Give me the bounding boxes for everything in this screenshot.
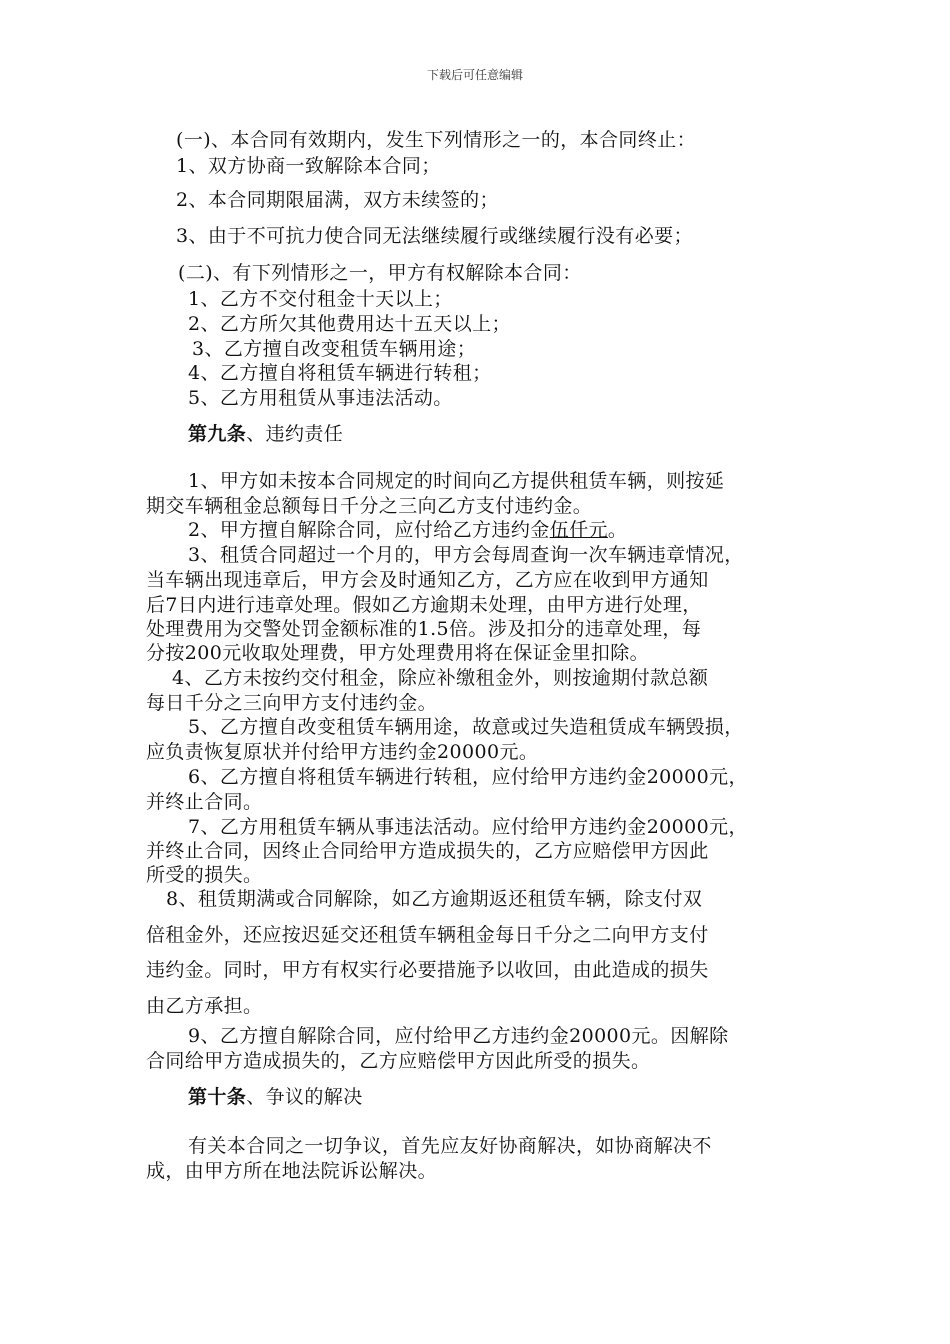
paragraph-line: 8、租赁期满或合同解除，如乙方逾期返还租赁车辆，除支付双 — [166, 888, 703, 910]
paragraph-line: 应负责恢复原状并付给甲方违约金20000元。 — [146, 741, 539, 763]
paragraph-line: 4、乙方未按约交付租金，除应补缴租金外，则按逾期付款总额 — [172, 667, 709, 689]
paragraph-line: 后7日内进行违章处理。假如乙方逾期未处理，由甲方进行处理， — [146, 594, 702, 616]
list-item: 4、乙方擅自将租赁车辆进行转租； — [188, 362, 492, 384]
article-10-heading — [188, 1085, 363, 1109]
penalty-text: 2、甲方擅自解除合同，应付给乙方违约金 — [188, 519, 550, 541]
list-item: 2、乙方所欠其他费用达十五天以上； — [188, 313, 511, 335]
list-item: 1、双方协商一致解除本合同； — [176, 155, 441, 177]
article-9-title: 、违约责任 — [246, 423, 344, 445]
paragraph-line: 所受的损失。 — [146, 864, 263, 886]
section-1-title: (一)、本合同有效期内，发生下列情形之一的，本合同终止： — [176, 129, 697, 151]
article-9-heading — [188, 422, 343, 446]
paragraph-line: 6、乙方擅自将租赁车辆进行转租，应付给甲方违约金20000元， — [188, 766, 748, 788]
paragraph-line: 倍租金外，还应按迟延交还租赁车辆租金每日千分之二向甲方支付 — [146, 924, 709, 946]
paragraph-line: 分按200元收取处理费，甲方处理费用将在保证金里扣除。 — [146, 642, 650, 664]
penalty-period: 。 — [607, 519, 628, 541]
paragraph-line: 5、乙方擅自改变租赁车辆用途，故意或过失造租赁成车辆毁损， — [188, 716, 744, 738]
list-item: 3、乙方擅自改变租赁车辆用途； — [192, 338, 477, 360]
list-item: 1、乙方不交付租金十天以上； — [188, 288, 453, 310]
paragraph-line: 3、租赁合同超过一个月的，甲方会每周查询一次车辆违章情况， — [188, 544, 744, 566]
paragraph-line: 并终止合同。 — [146, 791, 263, 813]
paragraph-line: 处理费用为交警处罚金额标准的1.5倍。涉及扣分的违章处理，每 — [146, 618, 702, 640]
penalty-amount: 伍仟元 — [549, 519, 608, 541]
list-item: 3、由于不可抗力使合同无法继续履行或继续履行没有必要； — [176, 225, 693, 247]
section-2-title: (二)、有下列情形之一，甲方有权解除本合同： — [178, 262, 582, 284]
paragraph-line: 当车辆出现违章后，甲方会及时通知乙方，乙方应在收到甲方通知 — [146, 569, 709, 591]
paragraph-line: 违约金。同时，甲方有权实行必要措施予以收回，由此造成的损失 — [146, 959, 709, 981]
list-item: 2、本合同期限届满，双方未续签的； — [176, 189, 499, 211]
article-9-number: 第九条 — [188, 423, 247, 445]
paragraph-line: 并终止合同，因终止合同给甲方造成损失的，乙方应赔偿甲方因此 — [146, 840, 709, 862]
paragraph-line — [188, 518, 627, 542]
paragraph-line: 成，由甲方所在地法院诉讼解决。 — [146, 1160, 438, 1182]
paragraph-line: 有关本合同之一切争议，首先应友好协商解决，如协商解决不 — [188, 1135, 712, 1157]
paragraph-line: 7、乙方用租赁车辆从事违法活动。应付给甲方违约金20000元， — [188, 816, 748, 838]
article-10-title: 、争议的解决 — [246, 1086, 363, 1108]
page-header: 下载后可任意编辑 — [426, 68, 523, 82]
paragraph-line: 每日千分之三向甲方支付违约金。 — [146, 692, 438, 714]
paragraph-line: 合同给甲方造成损失的，乙方应赔偿甲方因此所受的损失。 — [146, 1050, 651, 1072]
paragraph-line: 1、甲方如未按本合同规定的时间向乙方提供租赁车辆，则按延 — [188, 470, 725, 492]
list-item: 5、乙方用租赁从事违法活动。 — [188, 387, 453, 409]
article-10-number: 第十条 — [188, 1086, 247, 1108]
paragraph-line: 期交车辆租金总额每日千分之三向乙方支付违约金。 — [146, 495, 593, 517]
paragraph-line: 由乙方承担。 — [146, 995, 263, 1017]
paragraph-line: 9、乙方擅自解除合同，应付给甲乙方违约金20000元。因解除 — [188, 1025, 729, 1047]
